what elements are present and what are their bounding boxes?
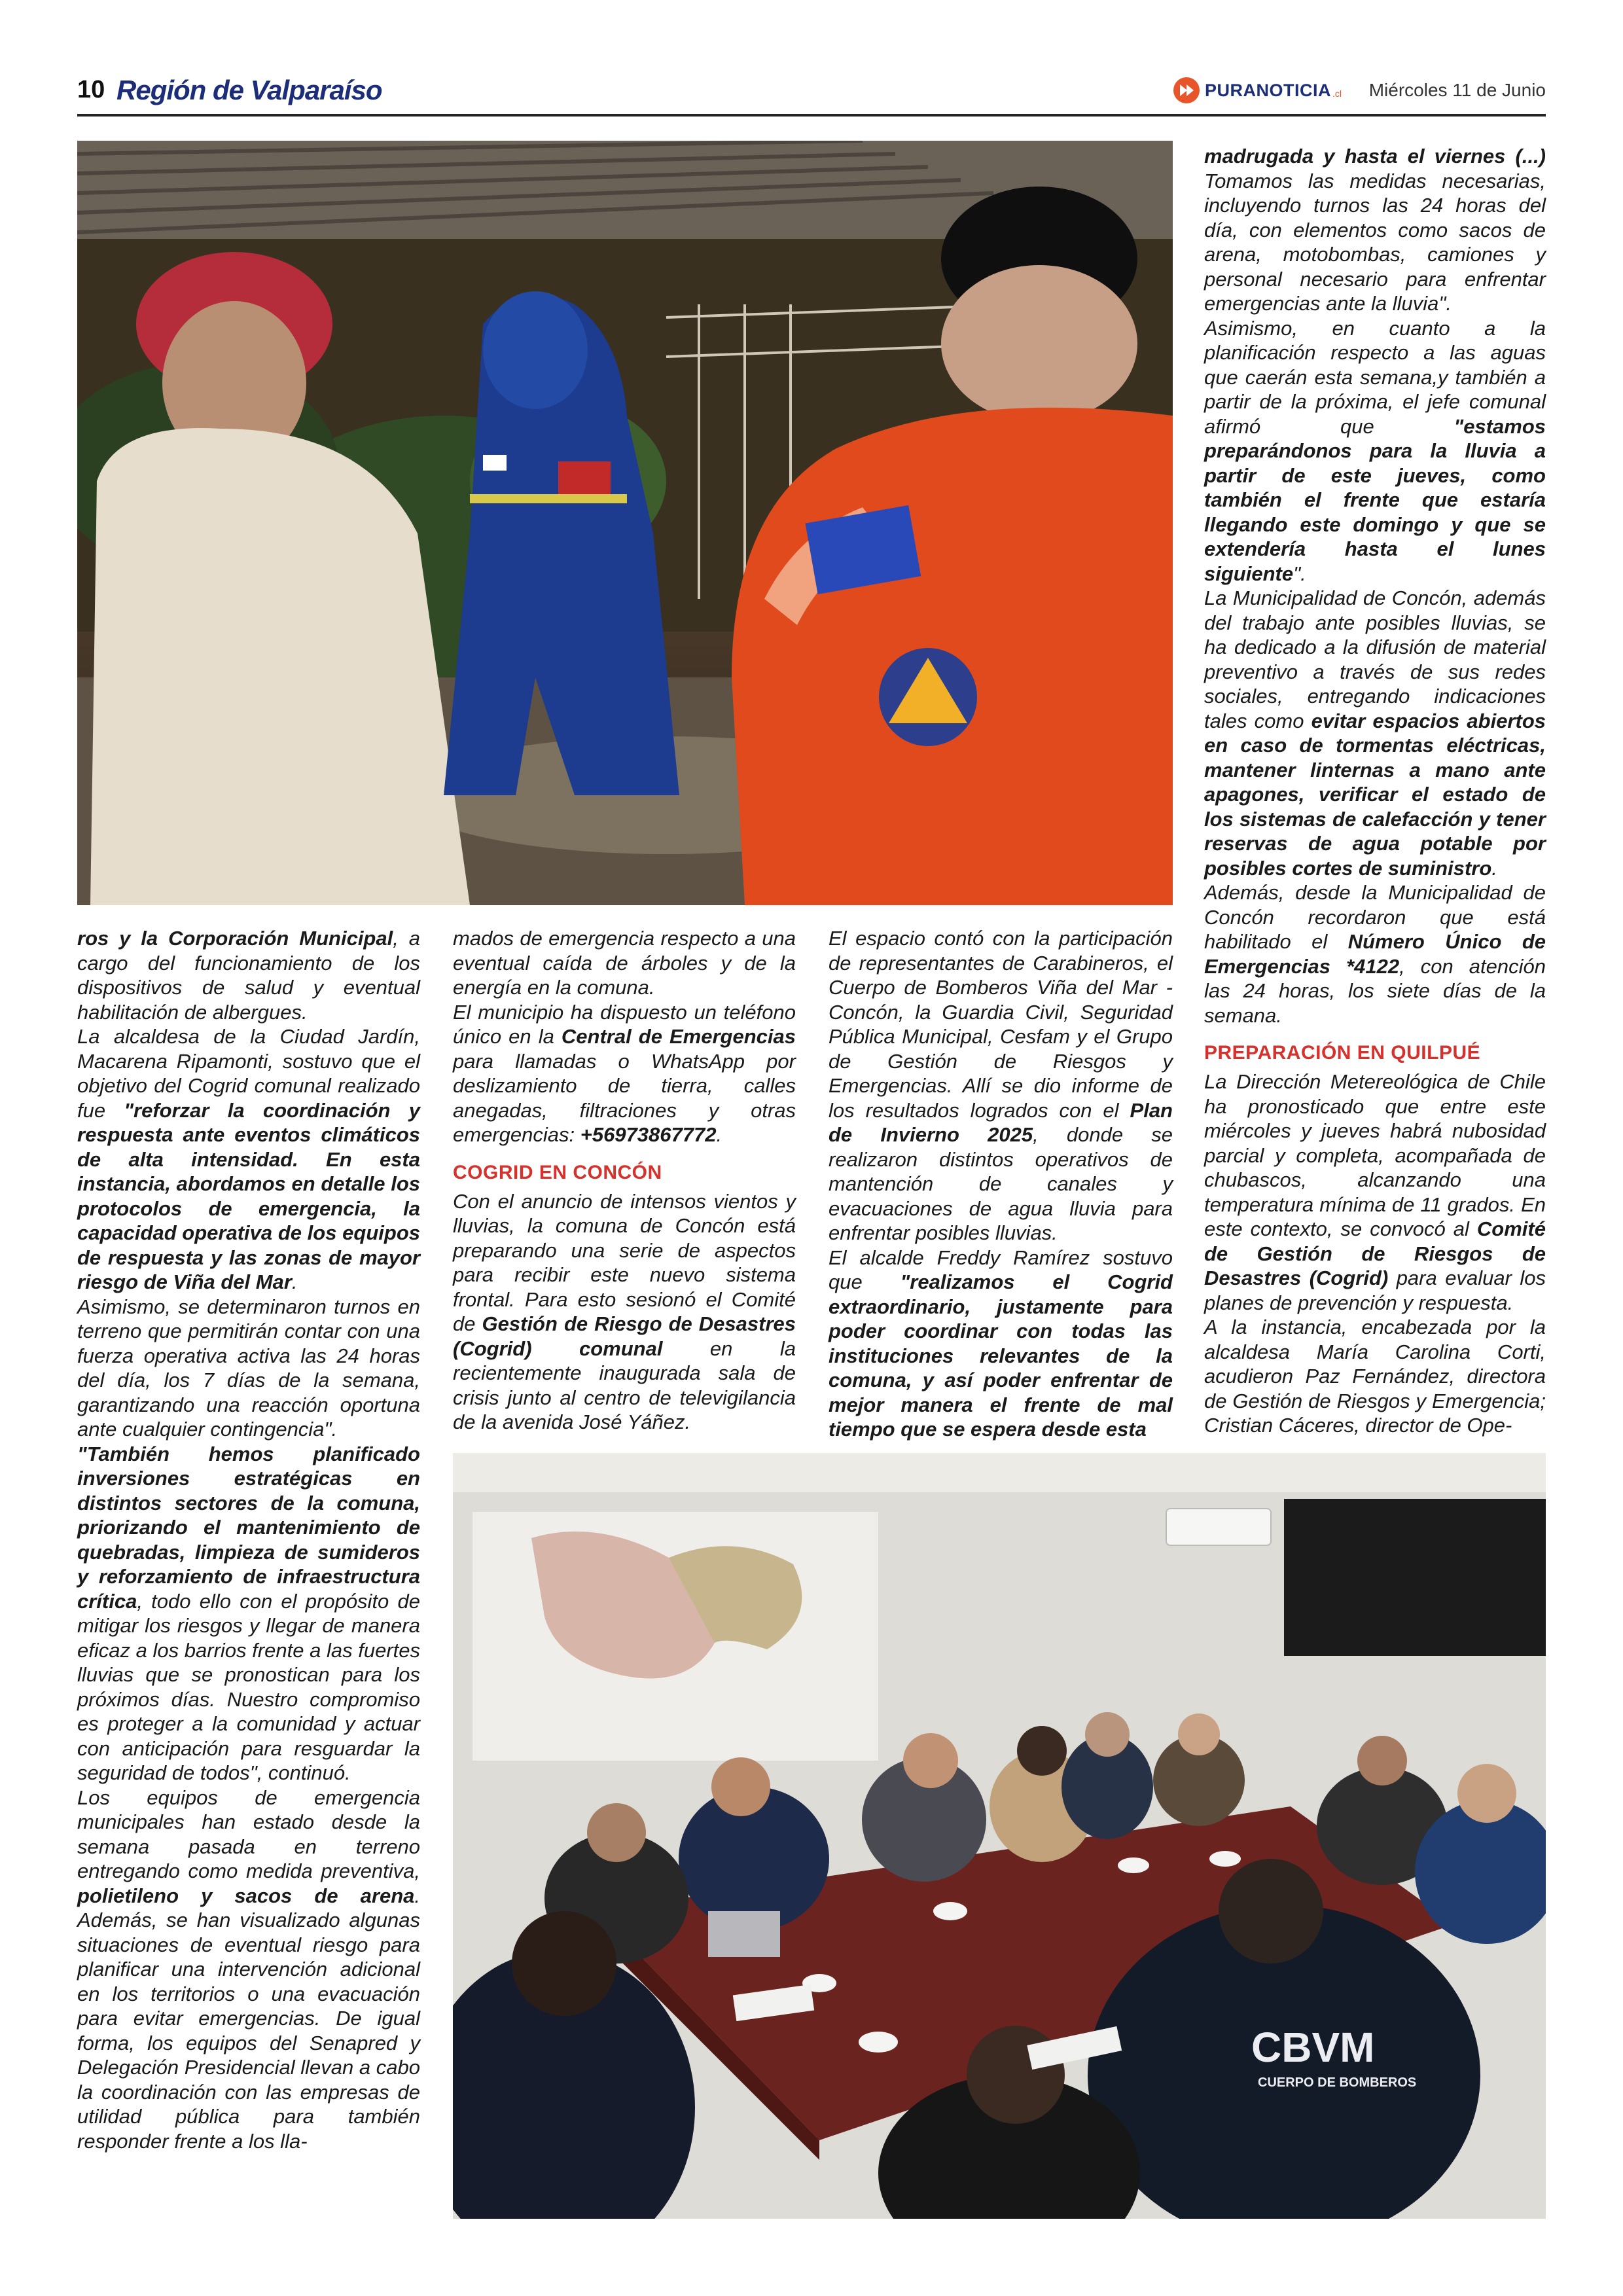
bold-italic-text: polietileno y sacos de arena bbox=[77, 1884, 415, 1907]
italic-text: El municipio ha dispuesto un teléfono único en la bbox=[453, 1000, 796, 1048]
paragraph bbox=[1204, 316, 1546, 586]
paragraph bbox=[829, 1246, 1173, 1442]
cogrid-meeting-photo bbox=[453, 1453, 1546, 2219]
paragraph bbox=[77, 1024, 420, 1295]
quote-bold: "estamos preparándonos para la lluvia a partir de este jueves, como también el frente que estaría llegando este domingo y que se extendería hasta el lunes siguiente bbox=[1204, 414, 1546, 585]
logo-suffix: .cl bbox=[1332, 88, 1342, 99]
bold-italic-text: evitar espacios abiertos en caso de tormentas eléctricas, mantener linternas a mano ante apagones, verificar el estado de los sistemas de calefacción y tener reservas de agua potable por posibles cortes de suministro bbox=[1204, 709, 1546, 880]
article-column-3 bbox=[829, 926, 1173, 1442]
section-title: Región de Valparaíso bbox=[116, 75, 382, 105]
italic-text: El alcalde Freddy Ramírez sostuvo que bbox=[829, 1246, 1173, 1293]
issue-date: Miércoles 11 de Junio bbox=[1368, 80, 1546, 100]
phone-number: +56973867772 bbox=[580, 1123, 717, 1146]
night-inspection-photo bbox=[77, 141, 1173, 905]
italic-text: , con atención las 24 horas, los siete días de la semana. bbox=[1204, 954, 1546, 1027]
italic-text: La Dirección Metereológica de Chile ha pronosticado que entre este miércoles y jueves habrá nubosidad parcial y completa, acompañada de chubascos, alcanzando una temperatura mínima de 11 grados. En este contexto, se convocó al bbox=[1204, 1070, 1546, 1240]
page-number: 10 bbox=[77, 76, 105, 103]
paragraph bbox=[77, 1785, 420, 2154]
quote-bold: madrugada y hasta el viernes (...) bbox=[1204, 145, 1546, 168]
italic-text: , todo ello con el propósito de mitigar los riesgos y llegar de manera eficaz a los barrios frente a las fuertes lluvias que se pronostican para los próximos días. Nuestro compromiso es proteger a la comunidad y actuar con anticipación para resguardar la seguridad de todos", continuó. bbox=[77, 1589, 420, 1784]
paragraph: mados de emergencia respecto a una eventual caída de árboles y de la energía en la comuna. bbox=[453, 927, 796, 999]
italic-text: para llamadas o WhatsApp por deslizamiento de tierra, calles anegadas, filtraciones y otras emergencias: bbox=[453, 1049, 796, 1146]
paragraph bbox=[453, 1000, 796, 1147]
italic-text: , donde se realizaron distintos operativos de mantención de canales y evacuaciones de agua lluvia para enfrentar posibles lluvias. bbox=[829, 1123, 1173, 1244]
play-arrows-icon bbox=[1173, 77, 1200, 103]
italic-text: , a cargo del funcionamiento de los dispositivos de salud y eventual habilitación de albergues. bbox=[77, 927, 421, 1024]
bold-italic-text: Número Único de Emergencias *4122 bbox=[1204, 930, 1546, 978]
bold-italic-text: Gestión de Riesgo de Desastres (Cogrid) comunal bbox=[453, 1312, 796, 1360]
jacket-text: CBVM bbox=[1251, 2024, 1375, 2071]
quote-bold: "reforzar la coordinación y respuesta ante eventos climáticos de alta intensidad. En esta instancia, abordamos en detalle los protocolos de emergencia, la capacidad operativa de los equipos de respuesta y las zonas de mayor riesgo de Viña del Mar bbox=[77, 1098, 420, 1293]
bold-italic-text: Plan de Invierno 2025 bbox=[829, 1098, 1173, 1146]
italic-text: La alcaldesa de la Ciudad Jardín, Macarena Ripamonti, sostuvo que el objetivo del Cogrid comunal realizado fue bbox=[77, 1025, 420, 1122]
italic-text: El espacio contó con la participación de representantes de Carabineros, el Cuerpo de Bomberos Viña del Mar - Concón, la Guardia Civil, Seguridad Pública Municipal, Cesfam y el Grupo de Gestión de Riesgos y Emergencias. Allí se dio informe de los resultados logrados con el bbox=[829, 927, 1173, 1122]
paragraph: A la instancia, encabezada por la alcaldesa María Carolina Corti, acudieron Paz Fernández, directora de Gestión de Riesgos y Emergencia; Cristian Cáceres, director de Ope- bbox=[1204, 1316, 1546, 1437]
quote-bold: "realizamos el Cogrid extraordinario, justamente para poder coordinar con todas las instituciones relevantes de la comuna, y así poder enfrentar de mejor manera el frente de mal tiempo que se espera desde esta bbox=[829, 1270, 1173, 1441]
paragraph bbox=[829, 926, 1173, 1246]
bold-italic-text: Comité de Gestión de Riesgos de Desastres (Cogrid) bbox=[1204, 1217, 1546, 1289]
italic-text: ". bbox=[1293, 562, 1306, 585]
bold-italic-text: ros y la Corporación Municipal bbox=[77, 927, 393, 950]
subheading-cogrid-concon: COGRID EN CONCÓN bbox=[453, 1161, 662, 1183]
paragraph bbox=[1204, 880, 1546, 1028]
bold-italic-text: Central de Emergencias bbox=[561, 1025, 796, 1048]
paragraph bbox=[1204, 1069, 1546, 1315]
italic-text: . bbox=[291, 1270, 298, 1293]
paragraph bbox=[453, 1189, 796, 1435]
logo-text: PURANOTICIA bbox=[1205, 80, 1331, 100]
italic-text: Además, desde la Municipalidad de Concón recordaron que está habilitado el bbox=[1204, 881, 1546, 953]
italic-text: La Municipalidad de Concón, además del trabajo ante posibles lluvias, se ha dedicado a la difusión de material preventivo a través de sus redes sociales, entregando indicaciones tales como bbox=[1204, 586, 1546, 732]
paragraph bbox=[77, 1442, 420, 1785]
paragraph bbox=[77, 926, 420, 1024]
paragraph: Asimismo, se determinaron turnos en terreno que permitirán contar con una fuerza operativa activa las 24 horas del día, los 7 días de la semana, garantizando una reacción oportuna ante cualquier contingencia". bbox=[77, 1295, 420, 1441]
italic-text: Asimismo, en cuanto a la planificación respecto a las aguas que caerán esta semana,y también a partir de la próxima, el jefe comunal afirmó que bbox=[1204, 316, 1546, 438]
article-column-4 bbox=[1204, 144, 1546, 1438]
article-column-1 bbox=[77, 926, 420, 2153]
paragraph bbox=[1204, 144, 1546, 316]
article-column-2 bbox=[453, 926, 796, 1435]
page-header bbox=[77, 73, 1546, 117]
italic-text: Los equipos de emergencia municipales han estado desde la semana pasada en terreno entregando como medida preventiva, bbox=[77, 1785, 420, 1882]
italic-text: . bbox=[716, 1123, 722, 1146]
italic-text: Tomamos las medidas necesarias, incluyendo turnos las 24 horas del día, con elementos como sacos de arena, motobombas, camiones y personal necesario para enfrentar emergencias ante la lluvia". bbox=[1204, 169, 1546, 315]
italic-text: . Además, se han visualizado algunas situaciones de eventual riesgo para planificar una intervención adicional en los territorios o una evacuación para evitar emergencias. De igual forma, los equipos del Senapred y Delegación Presidencial llevan a cabo la coordinación con las empresas de utilidad pública para también responder frente a los lla- bbox=[77, 1884, 420, 2153]
italic-text: . bbox=[1491, 856, 1497, 880]
puranoticia-logo bbox=[1173, 77, 1342, 103]
paragraph bbox=[1204, 586, 1546, 880]
quote-bold: "También hemos planificado inversiones estratégicas en distintos sectores de la comuna, priorizando el mantenimiento de quebradas, limpieza de sumideros y reforzamiento de infraestructura crítica bbox=[77, 1442, 420, 1613]
italic-text: para evaluar los planes de prevención y respuesta. bbox=[1204, 1266, 1546, 1314]
italic-text: en la recientemente inaugurada sala de crisis junto al centro de televigilancia de la avenida José Yáñez. bbox=[453, 1336, 796, 1433]
subheading-preparacion-quilpue: PREPARACIÓN EN QUILPUÉ bbox=[1204, 1042, 1481, 1064]
italic-text: Con el anuncio de intensos vientos y lluvias, la comuna de Concón está preparando una serie de aspectos para recibir este nuevo sistema frontal. Para esto sesionó el Comité de bbox=[453, 1189, 796, 1335]
jacket-subtext: CUERPO DE BOMBEROS bbox=[1258, 2075, 1417, 2090]
